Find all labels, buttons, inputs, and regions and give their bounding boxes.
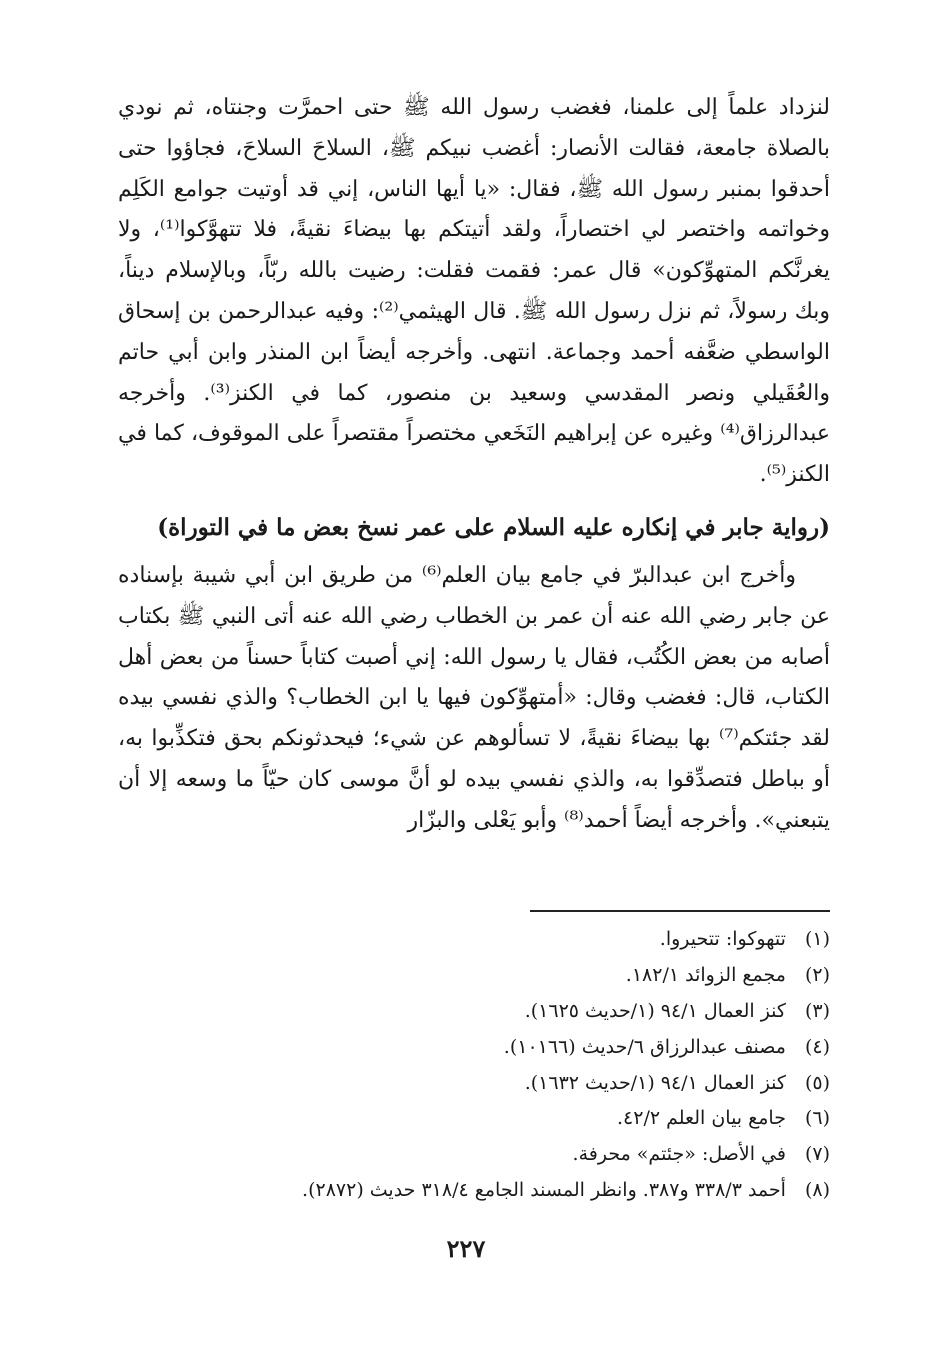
footnote-5 — [118, 1066, 830, 1102]
footnote-number: (٤) — [804, 1035, 830, 1058]
footnote-text: كنز العمال ٩٤/١ (١/حديث ١٦٣٢). — [524, 1071, 786, 1094]
footnote-number: (٧) — [804, 1143, 830, 1166]
body-paragraph-2: وأخرج ابن عبدالبرّ في جامع بيان العلم⁽⁶⁾ من طريق ابن أبي شيبة بإسناده عن جابر رضي الله عنه أن عمر بن الخطاب رضي الله عنه أتى النبي ﷺ بكتاب أصابه من بعض الكُتُب، فقال يا رسول الله: إني أصبت كتاباً حسناً من بعض أهل الكتاب، قال: فغضب وقال: «أمتهوِّكون فيها يا ابن الخطاب؟ والذي نفسي بيده لقد جئتكم⁽⁷⁾ بها بيضاءَ نقيةً، لا تسألوهم عن شيء؛ فيحدثونكم بحق فتكذِّبوا به، أو بباطل فتصدِّقوا به، والذي نفسي بيده لو أنَّ موسى كان حيّاً ما وسعه إلا أن يتبعني». وأخرجه أيضاً أحمد⁽⁸⁾ وأبو يَعْلى والبزّار — [118, 562, 831, 833]
footnote-number: (٢) — [804, 963, 830, 986]
footnote-4 — [118, 1030, 830, 1066]
section-heading: (رواية جابر في إنكاره عليه السلام على عمر نسخ بعض ما في التوراة) — [157, 513, 830, 541]
footnote-text: مصنف عبدالرزاق ٦/حديث (١٠١٦٦). — [503, 1035, 786, 1058]
footnote-text: كنز العمال ٩٤/١ (١/حديث ١٦٢٥). — [524, 999, 786, 1022]
footnote-number: (٣) — [804, 999, 830, 1022]
footnote-text: أحمد ٣٣٨/٣ و٣٨٧. وانظر المسند الجامع ٣١٨/٤ حديث (٢٨٧٢). — [302, 1179, 786, 1202]
footnote-number: (٦) — [804, 1107, 830, 1130]
main-text — [118, 88, 830, 842]
footnote-7 — [118, 1137, 830, 1173]
page-number: ٢٢٧ — [446, 1234, 486, 1263]
body-paragraph-1: لنزداد علماً إلى علمنا، فغضب رسول الله ﷺ حتى احمرَّت وجنتاه، ثم نودي بالصلاة جامعة، فقالت الأنصار: أغضب نبيكم ﷺ، السلاحَ السلاحَ، فجاؤوا حتى أحدقوا بمنبر رسول الله ﷺ، فقال: «يا أيها الناس، إني قد أوتيت جوامع الكَلِم وخواتمه واختصر لي اختصاراً، ولقد أتيتكم بها بيضاءَ نقيةً، فلا تتهوَّكوا⁽¹⁾، ولا يغرنَّكم المتهوِّكون» قال عمر: فقمت فقلت: رضيت بالله ربّاً، وبالإسلام ديناً، وبك رسولاً، ثم نزل رسول الله ﷺ. قال الهيثمي⁽²⁾: وفيه عبدالرحمن بن إسحاق الواسطي ضعَّفه أحمد وجماعة. انتهى. وأخرجه أيضاً ابن المنذر وابن أبي حاتم والعُقَيلي ونصر المقدسي وسعيد بن منصور، كما في الكنز⁽³⁾. وأخرجه عبدالرزاق⁽⁴⁾ وغيره عن إبراهيم النَخَعي مختصراً مقتصراً على الموقوف، كما في الكنز⁽⁵⁾. — [118, 95, 831, 488]
footnote-8 — [118, 1173, 830, 1209]
footnote-separator — [530, 910, 830, 912]
footnote-6 — [118, 1101, 830, 1137]
footnotes-list — [118, 922, 830, 1209]
footnote-2 — [118, 958, 830, 994]
footnote-text: تتهوكوا: تتحيروا. — [659, 928, 786, 950]
footnote-number: (٨) — [804, 1179, 830, 1202]
footnote-text: جامع بيان العلم ٤٢/٢. — [617, 1107, 786, 1130]
footnote-1 — [118, 922, 830, 958]
footnote-3 — [118, 994, 830, 1030]
footnote-text: مجمع الزوائد ١٨٢/١. — [625, 963, 786, 986]
footnote-number: (٥) — [804, 1071, 830, 1094]
footnote-number: (١) — [804, 928, 830, 950]
footnote-text: في الأصل: «جئتم» محرفة. — [572, 1143, 786, 1166]
